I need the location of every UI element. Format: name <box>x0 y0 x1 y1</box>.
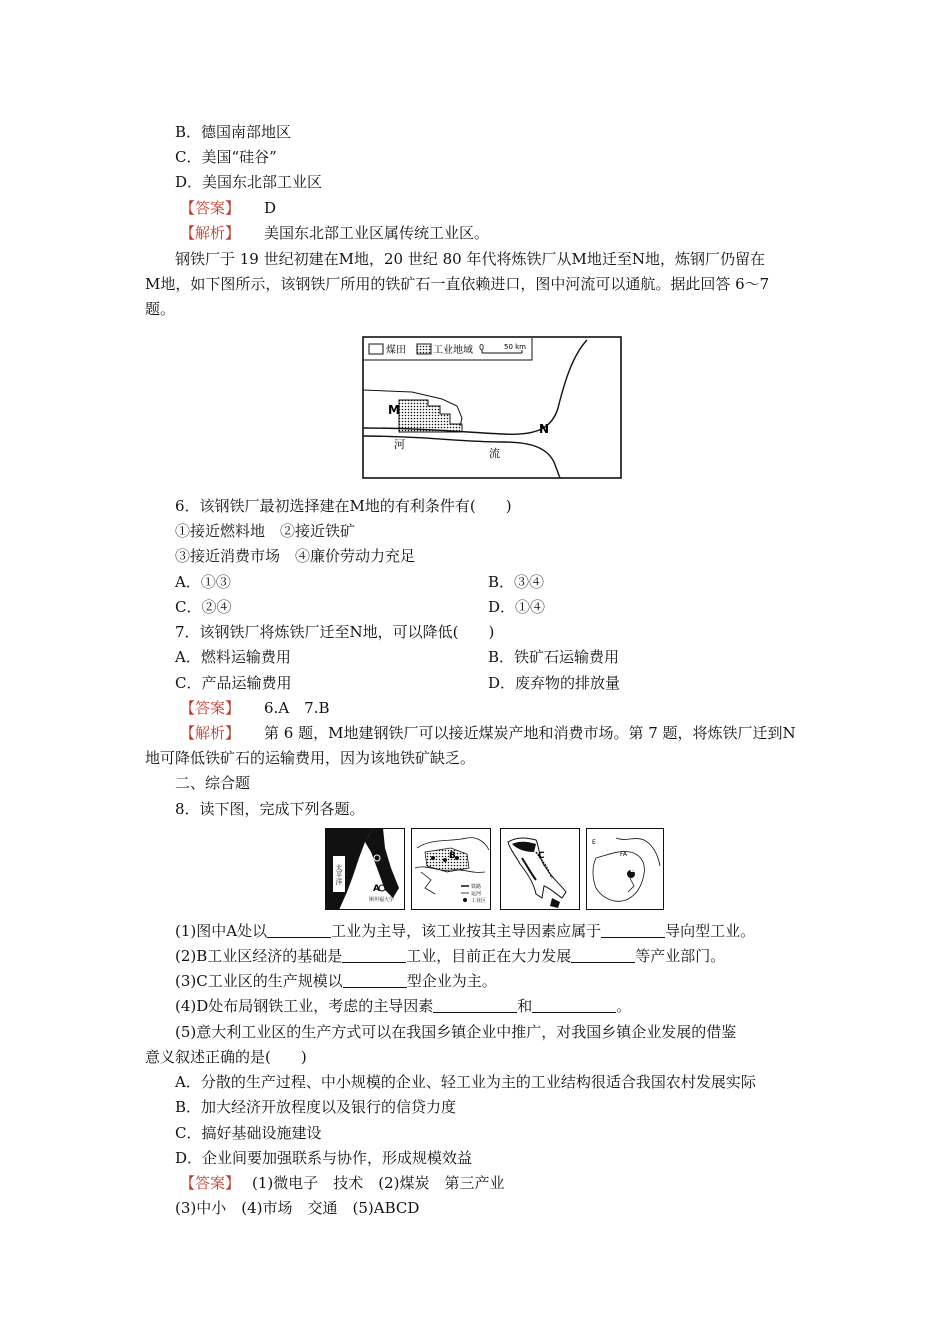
answer-tag: 【答案】 <box>180 199 241 217</box>
map-d-fa: FA <box>620 851 628 858</box>
q8-answer <box>180 1173 505 1193</box>
map-d-e: E <box>592 839 596 846</box>
q6-option-row-2 <box>175 597 546 617</box>
section-heading: 二、综合题 <box>175 774 251 792</box>
river-label-2: 流 <box>489 447 500 460</box>
map-b-canal: 运河 <box>471 891 482 897</box>
stem-line-1: 钢铁厂于 19 世纪初建在M地，20 世纪 80 年代将炼铁厂从M地迁至N地，炼钢厂仍留在 <box>175 250 765 268</box>
map-b-ind: 工业区 <box>471 898 487 904</box>
q6-option-d: D．①④ <box>488 598 546 616</box>
q7-option-a: A．燃料运输费用 <box>175 648 291 666</box>
q8-p4-text-c: 。 <box>616 997 632 1015</box>
q5-option-b: B．德国南部地区 <box>175 123 292 141</box>
q6-conditions-1: ①接近燃料地 ②接近铁矿 <box>175 522 356 540</box>
answer-tag: 【答案】 <box>180 1174 241 1192</box>
q8-p2-text-a: (2)B工业区经济的基础是 <box>175 947 343 965</box>
answer-value: 6.A 7.B <box>264 699 330 717</box>
q8-part-5-line-1: (5)意大利工业区的生产方式可以在我国乡镇企业中推广，对我国乡镇企业发展的借鉴 <box>175 1023 737 1041</box>
steel-plant-map <box>362 336 622 479</box>
map-a-silicon-valley <box>325 828 405 910</box>
q5-analysis <box>180 223 489 243</box>
q67-answer <box>180 698 330 718</box>
map-b-label: B <box>449 851 456 861</box>
q6-option-a: A．①③ <box>175 573 231 591</box>
blank[interactable] <box>433 998 517 1013</box>
label-m: M <box>388 403 400 417</box>
q7-option-b: B．铁矿石运输费用 <box>488 648 620 666</box>
map-c-italy <box>500 828 580 910</box>
map-a-label: A <box>373 884 380 894</box>
q8-p4-text-a: (4)D处布局钢铁工业，考虑的主导因素 <box>175 997 434 1015</box>
q7-option-d: D．废弃物的排放量 <box>488 674 621 692</box>
q6-option-c: C．②④ <box>175 598 232 616</box>
q6-stem: 6．该钢铁厂最初选择建在M地的有利条件有( ) <box>175 497 512 515</box>
q6-option-b: B．③④ <box>488 573 545 591</box>
legend-industry-label: 工业地域 <box>433 345 473 356</box>
blank[interactable] <box>532 998 616 1013</box>
q8-part-3 <box>175 971 497 991</box>
q6-conditions-2: ③接近消费市场 ④廉价劳动力充足 <box>175 547 416 565</box>
q8-stem: 8．读下图，完成下列各题。 <box>175 800 365 818</box>
q8-option-a: A．分散的生产过程、中小规模的企业、轻工业为主的工业结构很适合我国农村发展实际 <box>175 1073 756 1091</box>
q8-p1-text-a: (1)图中A处以 <box>175 922 268 940</box>
analysis-line-1: 第 6 题，M地建钢铁厂可以接近煤炭产地和消费市场。第 7 题，将炼铁厂迁到N <box>264 724 796 742</box>
q8-answer-line-2: (3)中小 (4)市场 交通 (5)ABCD <box>175 1199 420 1217</box>
blank[interactable] <box>342 948 406 963</box>
stem-line-2: M地，如下图所示，该钢铁厂所用的铁矿石一直依赖进口，图中河流可以通航。据此回答 6～7 <box>145 275 770 293</box>
analysis-tag: 【解析】 <box>180 724 241 742</box>
map-b-rail: 铁路 <box>471 884 482 890</box>
analysis-tag: 【解析】 <box>180 224 241 242</box>
map-d-label: D <box>630 865 637 874</box>
map-d-china <box>586 828 664 910</box>
legend-coal-swatch <box>369 344 383 354</box>
q8-part-2 <box>175 946 725 966</box>
legend-coal-label: 煤田 <box>386 345 406 356</box>
answer-tag: 【答案】 <box>180 699 241 717</box>
q7-option-row-1 <box>175 647 620 667</box>
scale-end: 50 km <box>504 343 527 351</box>
answer-line-1: (1)微电子 技术 (2)煤炭 第三产业 <box>252 1174 505 1192</box>
stem-line-3: 题。 <box>145 300 176 318</box>
q5-option-c: C．美国“硅谷” <box>175 148 277 166</box>
q8-option-d: D．企业间要加强联系与协作，形成规模效益 <box>175 1149 473 1167</box>
map-a-ocean: 太平洋 <box>335 864 343 885</box>
river-label-1: 河 <box>394 438 405 451</box>
answer-value: D <box>264 199 277 217</box>
q8-part-4 <box>175 996 631 1016</box>
legend-industry-swatch <box>417 344 431 354</box>
map-b-ruhr <box>411 828 491 910</box>
map-c-label: C <box>538 851 545 861</box>
q8-p1-text-c: 导向型工业。 <box>665 922 756 940</box>
q6-option-row-1 <box>175 572 545 592</box>
q8-p1-text-b: 工业为主导，该工业按其主导因素应属于 <box>331 922 602 940</box>
blank[interactable] <box>267 923 331 938</box>
map-a-univ: 斯坦福大学 <box>369 897 395 903</box>
label-n: N <box>539 422 550 436</box>
q8-p2-text-b: 工业，目前正在大力发展 <box>406 947 572 965</box>
q5-answer <box>180 198 276 218</box>
q8-part-5-line-2: 意义叙述正确的是( ) <box>145 1048 307 1066</box>
q7-option-row-2 <box>175 673 621 693</box>
q7-option-c: C．产品运输费用 <box>175 674 292 692</box>
q8-p2-text-c: 等产业部门。 <box>635 947 726 965</box>
q67-analysis <box>180 723 796 743</box>
q5-option-d: D．美国东北部工业区 <box>175 173 323 191</box>
blank[interactable] <box>601 923 665 938</box>
q8-part-1 <box>175 921 755 941</box>
blank[interactable] <box>343 973 407 988</box>
q7-stem: 7．该钢铁厂将炼铁厂迁至N地，可以降低( ) <box>175 623 495 641</box>
q67-analysis-line-2: 地可降低铁矿石的运输费用，因为该地铁矿缺乏。 <box>145 749 476 767</box>
analysis-text: 美国东北部工业区属传统工业区。 <box>264 224 490 242</box>
q8-p4-text-b: 和 <box>517 997 533 1015</box>
q8-p3-text-a: (3)C工业区的生产规模以 <box>175 972 343 990</box>
q8-option-c: C．搞好基础设施建设 <box>175 1124 322 1142</box>
q8-option-b: B．加大经济开放程度以及银行的信贷力度 <box>175 1098 457 1116</box>
q8-p3-text-b: 型企业为主。 <box>406 972 497 990</box>
blank[interactable] <box>571 948 635 963</box>
scale-zero: 0 <box>479 343 485 352</box>
